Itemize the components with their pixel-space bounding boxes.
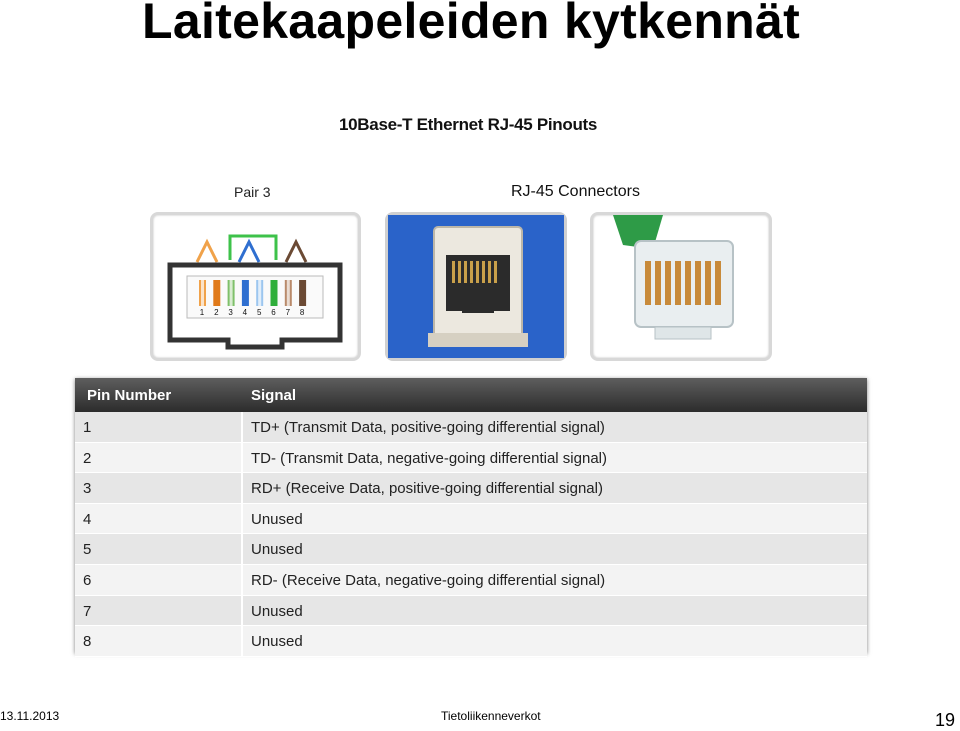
table-row: [75, 473, 867, 504]
wire-4: [242, 280, 249, 306]
pin-number-label: 5: [256, 308, 262, 317]
signal-cell: Unused: [251, 541, 303, 559]
wire-6: [271, 280, 278, 306]
wire-2: [213, 280, 220, 306]
header-pin-number: Pin Number: [87, 387, 172, 404]
pin-number-label: 3: [228, 308, 233, 317]
pair3-label: Pair 3: [234, 184, 271, 200]
header-signal: Signal: [251, 387, 297, 404]
signal-cell: TD+ (Transmit Data, positive-going differential signal): [251, 419, 605, 436]
footer-course-name: Tietoliikenneverkot: [441, 709, 541, 723]
pinout-diagram: [150, 212, 361, 361]
signal-cell: TD- (Transmit Data, negative-going differential signal): [251, 449, 607, 467]
pin-cell: 1: [83, 419, 92, 436]
wire-8: [299, 280, 306, 306]
pin-cell: 3: [83, 480, 92, 498]
figure-title: 10Base-T Ethernet RJ-45 Pinouts: [339, 115, 598, 134]
connectors-heading: RJ-45 Connectors: [511, 183, 640, 200]
wire-stripe-1: [201, 280, 204, 306]
signal-cell: Unused: [251, 510, 303, 528]
pin-number-label: 1: [199, 308, 205, 317]
footer-date: 13.11.2013: [0, 709, 60, 723]
table-row: [75, 626, 867, 657]
rj45-jack-illustration: [388, 215, 564, 358]
slide-title: Laitekaapeleiden kytkennät: [142, 0, 801, 49]
signal-cell: Unused: [251, 633, 303, 651]
table-header: [75, 378, 867, 412]
jack-latch-slot: [462, 303, 494, 313]
pin-number-label: 8: [299, 308, 305, 317]
pin-cell: 4: [83, 510, 92, 528]
pin-cell: 7: [83, 602, 92, 620]
jack-base: [428, 333, 528, 347]
pin-cell: 5: [83, 541, 92, 559]
pin-cell: 2: [83, 449, 92, 467]
plug-latch: [655, 327, 711, 339]
pin-number-label: 4: [242, 308, 248, 317]
pin-table: [75, 378, 867, 653]
wire-stripe-3: [230, 280, 233, 306]
page-number: 19: [935, 710, 956, 730]
signal-cell: RD+ (Receive Data, positive-going differential signal): [251, 480, 603, 498]
table-body: [75, 412, 867, 657]
table-row: [75, 565, 867, 596]
table-row: [75, 443, 867, 474]
pin-cell: 6: [83, 571, 92, 589]
signal-cell: RD- (Receive Data, negative-going differential signal): [251, 571, 606, 589]
wire-stripe-7: [287, 280, 290, 306]
wire-stripe-5: [258, 280, 261, 306]
table-row: [75, 412, 867, 443]
signal-cell: Unused: [251, 602, 303, 620]
table-row: [75, 596, 867, 627]
pin-number-label: 2: [214, 308, 219, 317]
pair2-chevron: [197, 242, 217, 262]
pin-number-label: 6: [271, 308, 276, 317]
pin-cell: 8: [83, 633, 92, 651]
rj45-plug-illustration: [593, 215, 769, 358]
table-row: [75, 534, 867, 565]
pair1-chevron: [239, 242, 259, 262]
table-row: [75, 504, 867, 535]
pin-number-label: 7: [285, 308, 291, 317]
pair4-chevron: [286, 242, 306, 262]
